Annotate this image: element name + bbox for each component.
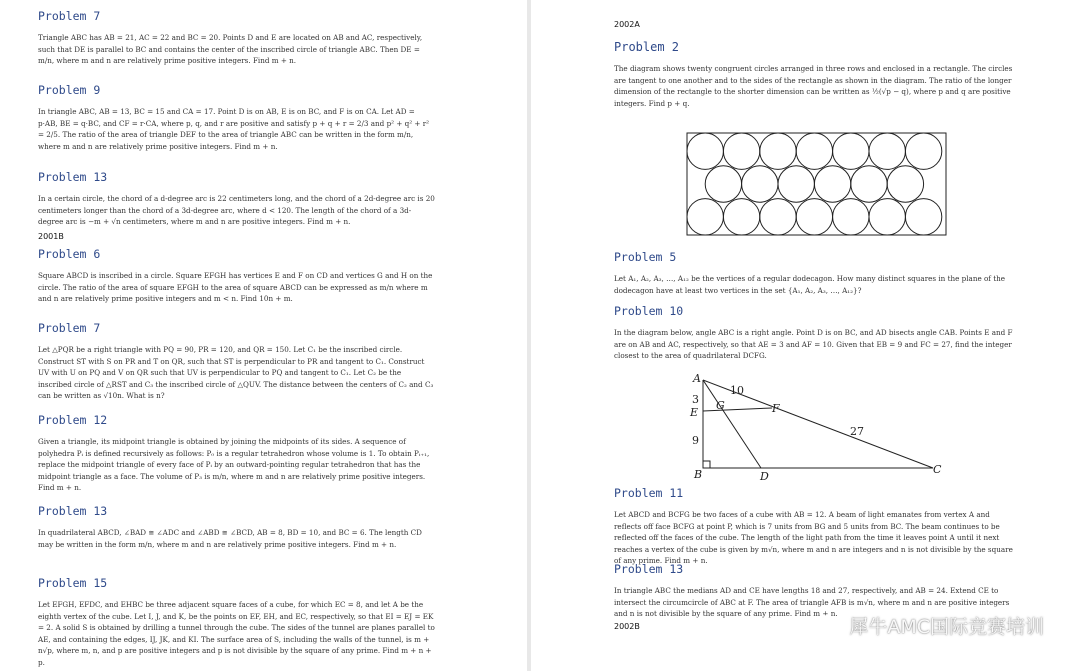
congruent-circle	[796, 133, 832, 169]
problem-title: Problem 13	[38, 504, 108, 518]
problem-block	[38, 9, 436, 67]
problem-title: Problem 15	[38, 576, 108, 590]
congruent-circle	[869, 199, 905, 235]
congruent-circle	[778, 166, 814, 202]
problem-title: Problem 2	[614, 40, 680, 54]
problem-title: Problem 13	[38, 170, 108, 184]
section-label: 2002A	[614, 20, 640, 29]
problem-text: The diagram shows twenty congruent circles arranged in three rows and enclosed in a rectangle. The circles are tangent to one another and to the sides of the rectangle as shown in the diagram. The ratio of the longer dimension of the rectangle to the shorter dimension can be written as ½(√p − q), where p and q are positive integers. Find p + q.	[614, 64, 1013, 108]
congruent-circle	[869, 133, 905, 169]
congruent-circle	[687, 199, 723, 235]
right-page	[531, 0, 1080, 671]
congruent-circle	[905, 199, 941, 235]
problem-block	[38, 321, 436, 402]
problem-block	[38, 83, 436, 152]
problem-block	[614, 40, 1016, 109]
problem-text: In triangle ABC, AB = 13, BC = 15 and CA = 17. Point D is on AB, E is on BC, and F is on CA. Let AD = p·AB, BE = q·BC, and CF = r·CA, where p, q, and r are positive and satisfy p + q + r = 2/3 and p² + q² + r² = 2/5. The ratio of the area of triangle DEF to the area of triangle ABC can be written in the form m/n, where m and n are relatively prime positive integers. Find m + n.	[38, 107, 430, 151]
problem-block	[614, 250, 1016, 296]
congruent-circle	[814, 166, 850, 202]
problem-block	[614, 562, 1016, 620]
congruent-circle	[796, 199, 832, 235]
left-page	[0, 0, 527, 671]
problem-block	[38, 413, 436, 494]
label-c: C	[933, 463, 942, 476]
problem-title: Problem 9	[38, 83, 101, 97]
label-d: D	[760, 470, 769, 483]
congruent-circle	[742, 166, 778, 202]
label-eb-length: 9	[692, 434, 699, 447]
problem-text: In triangle ABC the medians AD and CE have lengths 18 and 27, respectively, and AB = 24. Extend CE to intersect the circumcircle of ABC at F. The area of triangle AFB is m√n, where m and n are positive integers and n is not divisible by the square of any prime. Find m + n.	[614, 586, 1010, 618]
congruent-circle	[760, 199, 796, 235]
problem-block	[38, 170, 436, 228]
label-ae-length: 3	[692, 393, 699, 406]
label-fc-length: 27	[850, 425, 864, 438]
congruent-circle	[723, 199, 759, 235]
problem-block	[614, 304, 1016, 362]
problem-text: Let EFGH, EFDC, and EHBC be three adjacent square faces of a cube, for which EC = 8, and let A be the eighth vertex of the cube. Let I, J, and K, be the points on EF, EH, and EC, respectively, so that EI = EJ = EK = 2. A solid S is obtained by drilling a tunnel through the cube. The sides of the tunnel are planes parallel to AE, and containing the edges, IJ, JK, and KI. The surface area of S, including the walls of the tunnel, is m + n√p, where m, n, and p are positive integers and p is not divisible by the square of any prime. Find m + n + p.	[38, 600, 435, 667]
problem-text: Let △PQR be a right triangle with PQ = 90, PR = 120, and QR = 150. Let C₁ be the inscribed circle. Construct ST with S on PR and T on QR, such that ST is perpendicular to PR and tangent to C₁. Construct UV with U on PQ and V on QR such that UV is perpendicular to PQ and tangent to C₁. Let C₂ be the inscribed circle of △RST and C₃ the inscribed circle of △QUV. The distance between the centers of C₂ and C₃ can be written as √10n. What is n?	[38, 345, 434, 400]
problem-title: Problem 7	[38, 9, 101, 23]
circle-group	[687, 133, 942, 235]
circles-rectangle-diagram	[686, 132, 948, 237]
problem-title: Problem 10	[614, 304, 684, 318]
congruent-circle	[723, 133, 759, 169]
label-e: E	[690, 406, 699, 419]
problem-text: Triangle ABC has AB = 21, AC = 22 and BC = 20. Points D and E are located on AB and AC, respectively, such that DE is parallel to BC and contains the center of the inscribed circle of triangle ABC. Then DE = m/n, where m and n are relatively prime positive integers. Find m + n.	[38, 33, 423, 65]
problem-block	[38, 576, 436, 668]
problem-title: Problem 12	[38, 413, 108, 427]
problem-text: In quadrilateral ABCD, ∠BAD ≅ ∠ADC and ∠ABD ≅ ∠BCD, AB = 8, BD = 10, and BC = 6. The length CD may be written in the form m/n, where m and n are relatively prime positive integers. Find m + n.	[38, 528, 422, 549]
problem-title: Problem 5	[614, 250, 677, 264]
congruent-circle	[905, 133, 941, 169]
congruent-circle	[851, 166, 887, 202]
congruent-circle	[705, 166, 741, 202]
congruent-circle	[687, 133, 723, 169]
problem-title: Problem 13	[614, 562, 684, 576]
congruent-circle	[833, 133, 869, 169]
label-f: F	[772, 402, 780, 415]
watermark-text: 犀牛AMC国际竞赛培训	[849, 616, 1044, 638]
problem-text: In the diagram below, angle ABC is a right angle. Point D is on BC, and AD bisects angle CAB. Points E and F are on AB and AC, respectively, so that AE = 3 and AF = 10. Given that EB = 9 and FC = 27, find the integer closest to the area of quadrilateral DCFG.	[614, 328, 1013, 360]
section-label: 2002B	[614, 622, 640, 631]
enclosing-rectangle	[687, 133, 946, 235]
right-angle-mark	[703, 461, 710, 468]
problem-text: In a certain circle, the chord of a d-degree arc is 22 centimeters long, and the chord of a 2d-degree arc is 20 centimeters longer than the chord of a 3d-degree arc, where d < 120. The length of the chord of a 3d-degree arc is −m + √n centimeters, where m and n are positive integers. Find m + n.	[38, 194, 435, 226]
problem-title: Problem 6	[38, 247, 101, 261]
label-af-length: 10	[730, 384, 744, 397]
problem-block	[38, 247, 436, 305]
problem-text: Let ABCD and BCFG be two faces of a cube with AB = 12. A beam of light emanates from vertex A and reflects off face BCFG at point P, which is 7 units from BG and 5 units from BC. The beam continues to be reflected off the faces of the cube. The length of the light path from the time it leaves point A until it next reaches a vertex of the cube is given by m√n, where m and n are integers and n is not divisible by the square of any prime. Find m + n.	[614, 510, 1013, 565]
section-label: 2001B	[38, 232, 64, 241]
segment-ef	[703, 408, 772, 411]
label-g: G	[716, 399, 725, 412]
triangle-diagram	[681, 372, 951, 484]
problem-title: Problem 11	[614, 486, 684, 500]
problem-text: Given a triangle, its midpoint triangle is obtained by joining the midpoints of its sides. A sequence of polyhedra Pᵢ is defined recursively as follows: P₀ is a regular tetrahedron whose volume is 1. To obtain Pᵢ₊₁, replace the midpoint triangle of every face of Pᵢ by an outward-pointing regular tetrahedron that has the midpoint triangle as a face. The volume of P₃ is m/n, where m and n are relatively prime positive integers. Find m + n.	[38, 437, 430, 492]
congruent-circle	[887, 166, 923, 202]
congruent-circle	[760, 133, 796, 169]
watermark	[813, 612, 1044, 639]
wechat-icon	[813, 614, 843, 638]
problem-text: Let A₁, A₂, A₃, …, A₁₂ be the vertices of a regular dodecagon. How many distinct squares in the plane of the dodecagon have at least two vertices in the set {A₁, A₂, A₃, …, A₁₂}?	[614, 274, 1006, 295]
congruent-circle	[833, 199, 869, 235]
label-a: A	[693, 372, 701, 385]
problem-text: Square ABCD is inscribed in a circle. Square EFGH has vertices E and F on CD and vertices G and H on the circle. The ratio of the area of square EFGH to the area of square ABCD can be expressed as m/n where m and n are relatively prime positive integers and m < n. Find 10n + m.	[38, 271, 433, 303]
problem-title: Problem 7	[38, 321, 101, 335]
problem-block	[614, 486, 1016, 567]
problem-block	[38, 504, 436, 550]
label-b: B	[694, 468, 703, 481]
